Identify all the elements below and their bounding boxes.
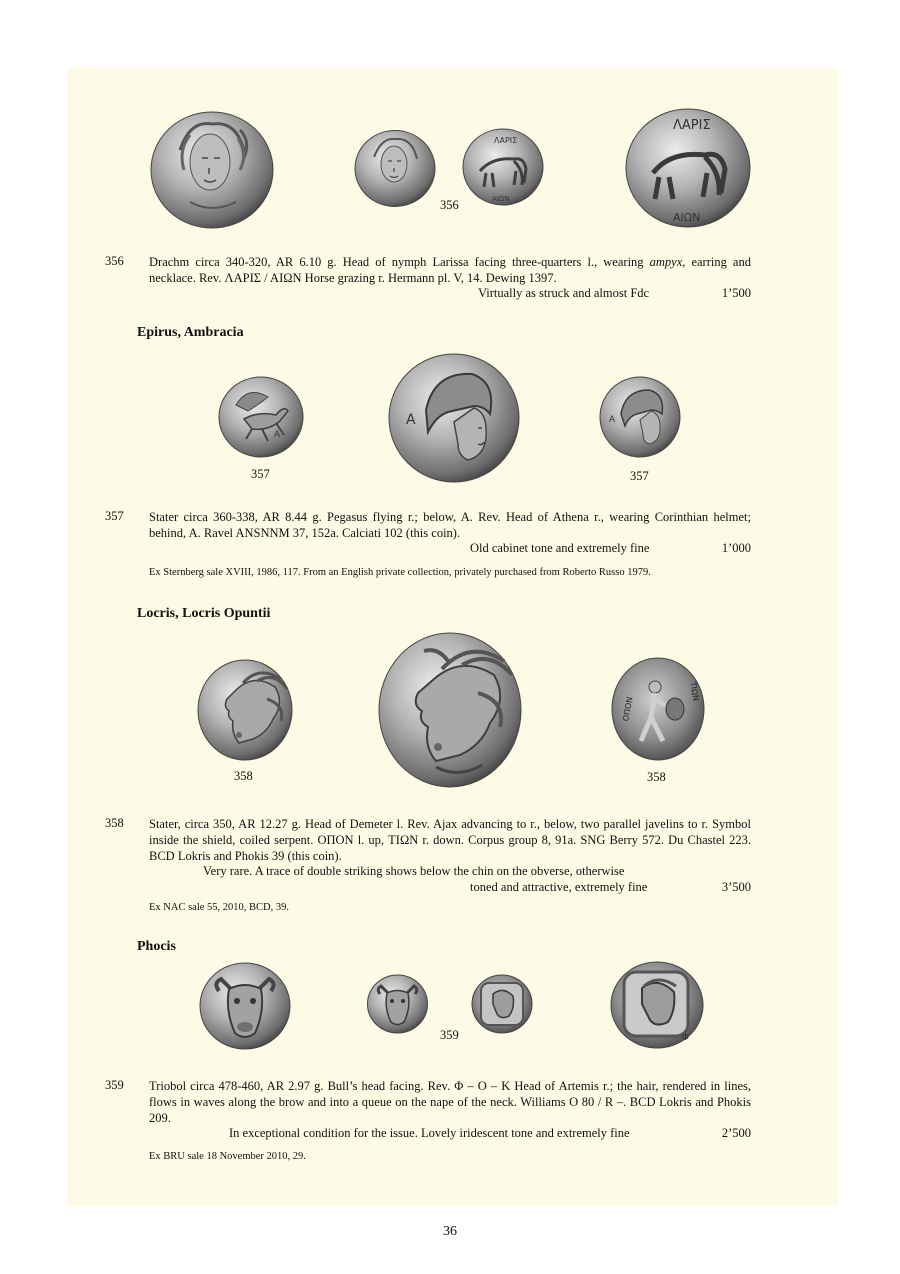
lot-number-356: 356 (105, 254, 124, 268)
coin-357-small-letter: Α (609, 415, 616, 425)
coin-356-enlarged-inscription-bottom: ΑΙΩΝ (673, 211, 701, 224)
coin-356-reverse (462, 127, 544, 207)
coin-359-reverse (471, 974, 533, 1034)
plate-label-358-right: 358 (647, 770, 666, 784)
lot-description-357: Stater circa 360-338, AR 8.44 g. Pegasus flying r.; below, A. Rev. Head of Athena r., wearing Corinthian helmet; behind, A. Ravel ANSNNM 37, 152a. Calciati 102 (this coin). (149, 510, 751, 540)
plate-label-357-left: 357 (251, 467, 270, 481)
lot-number-359: 359 (105, 1078, 124, 1092)
plate-label-357-right: 357 (630, 469, 649, 483)
coin-359-reverse-enlarged (610, 960, 704, 1050)
coin-358-inscription-left: ΟΠΟΝ (621, 696, 635, 722)
lot-grade-358-line1: Very rare. A trace of double striking shows below the chin on the obverse, otherwise (203, 864, 625, 878)
coin-358-obverse (197, 659, 293, 761)
lot-price-358: 3’500 (721, 880, 751, 894)
coin-359-obverse (367, 974, 428, 1034)
coin-357-reverse (599, 376, 681, 458)
lot-description-356-part1: Drachm circa 340-320, AR 6.10 g. Head of nymph Larissa facing three-quarters l., wearing (149, 255, 650, 269)
lot-grade-358-line2: toned and attractive, extremely fine (470, 880, 648, 894)
section-heading-phocis: Phocis (137, 939, 176, 954)
section-heading-locris: Locris, Locris Opuntii (137, 606, 271, 621)
lot-description-356-italic: ampyx (649, 255, 683, 269)
lot-grade-356: Virtually as struck and almost Fdc (478, 286, 650, 300)
lot-price-359: 2’500 (721, 1126, 751, 1140)
coin-357-reverse-enlarged (388, 352, 520, 484)
lot-description-356-part2: , earring and necklace. Rev. ΛΑΡΙΣ / ΑΙΩΝ Horse grazing r. Hermann pl. V, 14. Dewing 1397. (149, 255, 751, 285)
lot-price-357: 1’000 (721, 541, 751, 555)
lot-description-356 (149, 254, 751, 286)
coin-356-obverse (354, 129, 436, 208)
coin-359-obverse-enlarged (199, 961, 291, 1051)
lot-provenance-358: Ex NAC sale 55, 2010, BCD, 39. (149, 902, 289, 913)
lot-description-359: Triobol circa 478-460, AR 2.97 g. Bull’s head facing. Rev. Φ – Ο – Κ Head of Artemis r.; the hair, rendered in lines, flows in waves along the brow and into a queue on the nape of the neck. Williams O 80 / R –. BCD Lokris and Phokis 209. (149, 1079, 751, 1125)
coin-356-reverse-enlarged (625, 107, 751, 229)
lot-price-356: 1’500 (721, 286, 751, 300)
lot-number-357: 357 (105, 509, 124, 523)
coin-357-enlarged-letter: Α (406, 412, 416, 428)
lot-grade-357: Old cabinet tone and extremely fine (470, 541, 650, 555)
plate-label-358-left: 358 (234, 769, 253, 783)
coin-356-inscription-top: ΛΑΡΙΣ (494, 136, 518, 145)
lot-description-358: Stater, circa 350, AR 12.27 g. Head of Demeter l. Rev. Ajax advancing to r., below, two parallel javelins to r. Symbol inside the shield, coiled serpent. ΟΠΟΝ l. up, ΤΙΩΝ r. down. Corpus group 8, 91a. SNG Berry 572. Du Chastel 223. BCD Lokris and Phokis 39 (this coin). (149, 817, 751, 863)
coin-357-letter: Α (274, 430, 281, 440)
coin-358-obverse-enlarged (378, 631, 522, 789)
coin-357-obverse (218, 375, 304, 459)
coin-358-inscription-right: ΤΙΩΝ (688, 681, 701, 702)
coin-358-reverse (611, 657, 705, 761)
coin-356-obverse-enlarged (150, 110, 274, 230)
lot-provenance-357: Ex Sternberg sale XVIII, 1986, 117. From an English private collection, privately purchased from Roberto Russo 1979. (149, 567, 651, 578)
coin-359-letter: Φ (682, 1033, 690, 1043)
plate-label-359: 359 (440, 1028, 459, 1042)
section-heading-epirus: Epirus, Ambracia (137, 325, 244, 340)
lot-grade-359: In exceptional condition for the issue. Lovely iridescent tone and extremely fine (229, 1126, 630, 1140)
lot-provenance-359: Ex BRU sale 18 November 2010, 29. (149, 1151, 306, 1162)
page-number: 36 (443, 1224, 457, 1239)
coin-356-enlarged-inscription-top: ΛΑΡΙΣ (673, 118, 711, 133)
plate-label-356: 356 (440, 198, 459, 212)
coin-356-inscription-bottom: ΑΙΩΝ (492, 195, 510, 203)
lot-number-358: 358 (105, 816, 124, 830)
